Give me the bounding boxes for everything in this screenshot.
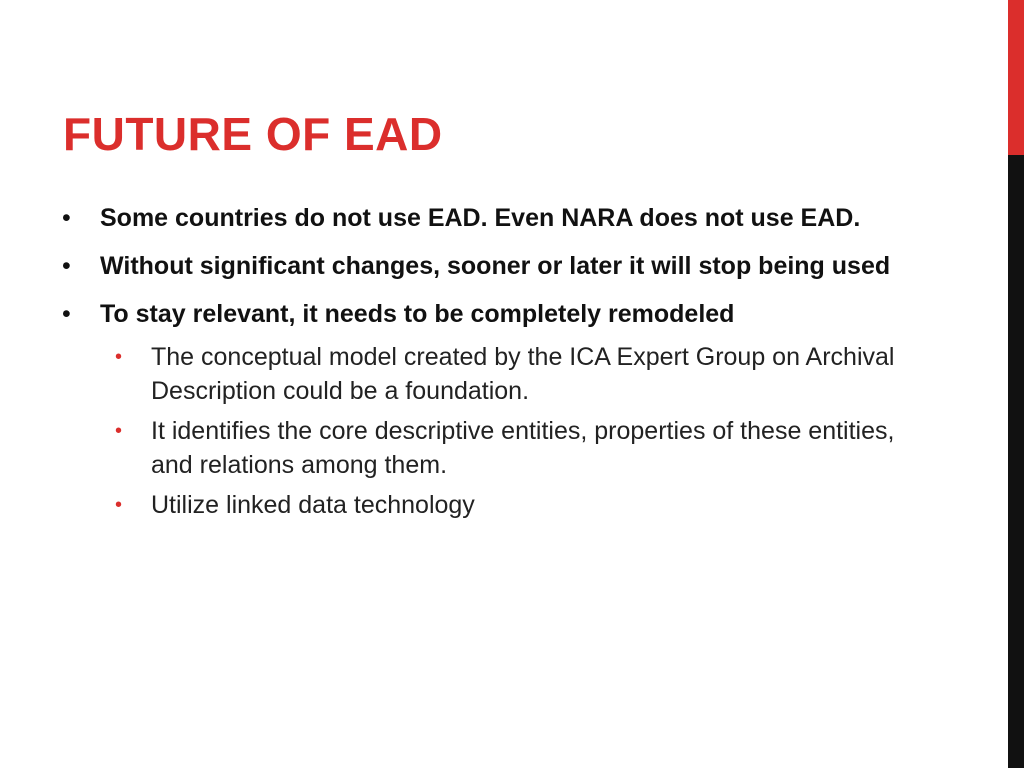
sub-bullet-text: It identifies the core descriptive entities, properties of these entities, and relations among them. bbox=[151, 417, 895, 479]
bullet-dot-icon: • bbox=[62, 252, 71, 280]
bullet-text: Without significant changes, sooner or later it will stop being used bbox=[100, 252, 891, 280]
slide-title: FUTURE OF EAD bbox=[63, 108, 443, 160]
bullet-item bbox=[62, 201, 942, 236]
sub-bullet-list bbox=[115, 340, 905, 522]
edge-accent-black bbox=[1008, 155, 1024, 768]
edge-accent-red bbox=[1008, 0, 1024, 155]
bullet-item bbox=[62, 249, 942, 284]
sub-bullet-dot-icon: • bbox=[115, 420, 123, 442]
bullet-item bbox=[62, 297, 942, 522]
sub-bullet-item bbox=[115, 340, 905, 408]
sub-bullet-dot-icon: • bbox=[115, 494, 123, 516]
bullet-dot-icon: • bbox=[62, 204, 71, 232]
sub-bullet-text: The conceptual model created by the ICA Expert Group on Archival Description could be a foundation. bbox=[151, 343, 895, 405]
bullet-dot-icon: • bbox=[62, 300, 71, 328]
sub-bullet-item bbox=[115, 414, 905, 482]
bullet-text: Some countries do not use EAD. Even NARA does not use EAD. bbox=[100, 204, 861, 232]
bullet-list bbox=[62, 201, 942, 535]
slide-edge-bar bbox=[1008, 0, 1024, 768]
sub-bullet-item bbox=[115, 488, 905, 522]
sub-bullet-dot-icon: • bbox=[115, 346, 123, 368]
sub-bullet-text: Utilize linked data technology bbox=[151, 491, 475, 519]
bullet-text: To stay relevant, it needs to be completely remodeled bbox=[100, 300, 735, 328]
